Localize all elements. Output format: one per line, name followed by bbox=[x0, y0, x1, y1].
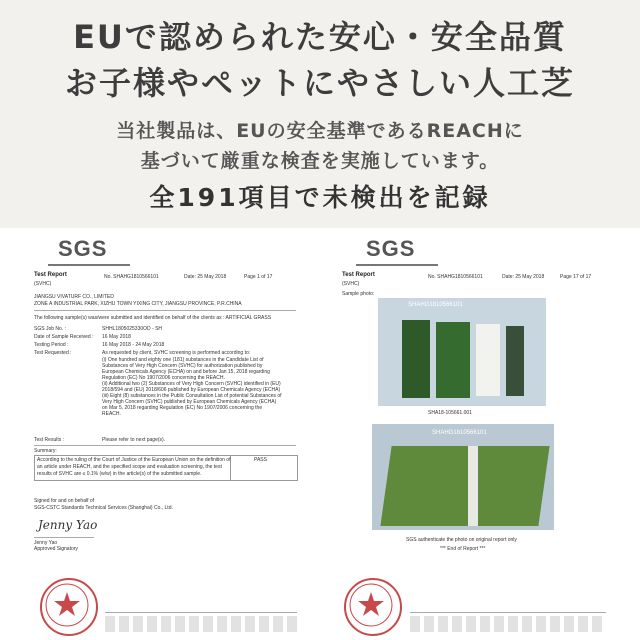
summary-label: Summary: bbox=[34, 448, 57, 454]
grass-sample bbox=[506, 326, 524, 396]
report-subtitle: (SVHC) bbox=[34, 281, 52, 287]
report-subtitle: (SVHC) bbox=[342, 281, 360, 287]
requested-line: REACH. bbox=[102, 411, 121, 417]
photo-id: SHAHG1810566101 bbox=[408, 302, 463, 308]
pass-result: PASS bbox=[254, 457, 267, 463]
requested-line: (i) One hundred and eighty one (181) substances in the Candidate List of bbox=[102, 357, 264, 363]
footer-fine-print bbox=[410, 616, 606, 632]
signer-title: Approved Signatory bbox=[34, 546, 78, 552]
grass-sample bbox=[402, 320, 430, 398]
white-line bbox=[468, 446, 478, 526]
sample-photo-label: Sample photo: bbox=[342, 291, 375, 297]
divider bbox=[34, 310, 296, 311]
report-title: Test Report bbox=[34, 272, 67, 278]
logo-underline bbox=[48, 264, 130, 266]
field-label: Date of Sample Received : bbox=[34, 334, 94, 340]
headline-line1: EUで認められた安心・安全品質 bbox=[73, 18, 567, 56]
footer-line bbox=[410, 612, 606, 613]
stamp-star-icon bbox=[40, 578, 94, 632]
field-value: As requested by client, SVHC screening is performed according to: bbox=[102, 350, 251, 356]
report-title: Test Report bbox=[342, 272, 375, 278]
photo-caption: SHA18-105661.001 bbox=[428, 410, 472, 416]
summary-line: results of SVHC are ≤ 0.1% (w/w) in the article(s) of the submitted sample. bbox=[37, 471, 202, 477]
report-number: No. SHAHG1810566101 bbox=[428, 274, 483, 280]
subtext-line2: 基づいて厳重な検査を実施しています。 bbox=[140, 150, 500, 172]
requested-line: on Mar 5, 2018 regarding Regulation (EC) No 1907/2006 concerning the bbox=[102, 405, 263, 411]
sgs-logo: SGS bbox=[58, 236, 108, 261]
end-of-report: *** End of Report *** bbox=[440, 546, 486, 552]
requested-line: Substances of Very High Concern (SVHC) for authorization published by bbox=[102, 363, 263, 369]
requested-line: Very High Concern (SVHC) published by European Chemicals Agency (ECHA) bbox=[102, 399, 277, 405]
sgs-logo: SGS bbox=[366, 236, 416, 261]
summary-line: an article under REACH, and the specified scope and evaluation screening, the test bbox=[37, 464, 222, 470]
grass-sample bbox=[436, 322, 470, 398]
requested-line: Regulation (EC) No 1907/2006 concerning the REACH. bbox=[102, 375, 225, 381]
left-test-report bbox=[10, 228, 318, 640]
results-value: Please refer to next page(s). bbox=[102, 437, 166, 443]
field-value: 16 May 2018 - 24 May 2018 bbox=[102, 342, 165, 348]
field-label: SGS Job No. : bbox=[34, 326, 66, 332]
field-value: 16 May 2018 bbox=[102, 334, 131, 340]
company-address: ZONE A INDUSTRIAL PARK, XIZHU TOWN YIXING CITY, JIANGSU PROVINCE, P.R.CHINA bbox=[34, 301, 242, 307]
sample-photo-1 bbox=[378, 298, 546, 406]
report-date: Date: 25 May 2018 bbox=[184, 274, 227, 280]
footer-fine-print bbox=[105, 616, 297, 632]
signature: Jenny Yao bbox=[38, 518, 98, 532]
signature-line bbox=[34, 537, 94, 538]
official-stamp bbox=[344, 578, 402, 636]
report-page: Page 17 of 17 bbox=[560, 274, 592, 280]
summary-line: According to the ruling of the Court of Justice of the European Union on the definition of bbox=[37, 457, 231, 463]
emphasis-text: 全191項目で未検出を記録 bbox=[149, 183, 491, 212]
headline-line2: お子様やペットにやさしい人工芝 bbox=[64, 64, 575, 102]
report-number: No. SHAHG1810566101 bbox=[104, 274, 159, 280]
field-label: Test Requested : bbox=[34, 350, 72, 356]
requested-line: European Chemicals Agency (ECHA) on and before Jan 15, 2018 regarding bbox=[102, 369, 270, 375]
signed-line1: Signed for and on behalf of bbox=[34, 498, 95, 504]
sample-photo-2 bbox=[372, 424, 554, 530]
official-stamp bbox=[40, 578, 98, 636]
intro-text: The following sample(s) was/were submitted and identified on behalf of the clients as : ARTIFICIAL GRASS bbox=[34, 315, 272, 321]
company-name: JIANGSU VIVATURF CO., LIMITED bbox=[34, 294, 114, 300]
photo-id: SHAHG1810566101 bbox=[432, 430, 487, 436]
report-page: Page 1 of 17 bbox=[244, 274, 273, 280]
requested-line: (ii) Additional two (2) Substances of Very High Concern (SVHC) identified in (EU) bbox=[102, 381, 281, 387]
signed-line2: SGS-CSTC Standards Technical Services (Shanghai) Co., Ltd. bbox=[34, 505, 173, 511]
results-label: Test Results : bbox=[34, 437, 65, 443]
grass-mat bbox=[380, 446, 549, 526]
authenticity-note: SGS authenticate the photo on original report only bbox=[406, 537, 517, 543]
field-label: Testing Period : bbox=[34, 342, 69, 348]
report-date: Date: 25 May 2018 bbox=[502, 274, 545, 280]
field-value: SHHL1805025330OD - SH bbox=[102, 326, 163, 332]
white-sample bbox=[476, 324, 500, 396]
signer-name: Jenny Yao bbox=[34, 540, 58, 546]
subtext-line1: 当社製品は、EUの安全基準であるREACHに bbox=[116, 120, 524, 142]
divider bbox=[34, 445, 296, 446]
logo-underline bbox=[356, 264, 438, 266]
right-test-report bbox=[322, 228, 630, 640]
stamp-star-icon bbox=[344, 578, 398, 632]
requested-line: 2018/594 and (EU) 2018/606 published by European Chemicals Agency (ECHA) bbox=[102, 387, 281, 393]
requested-line: (iii) Eight (8) substances in the Public Consultation List of potential Substances of bbox=[102, 393, 282, 399]
footer-line bbox=[105, 612, 297, 613]
